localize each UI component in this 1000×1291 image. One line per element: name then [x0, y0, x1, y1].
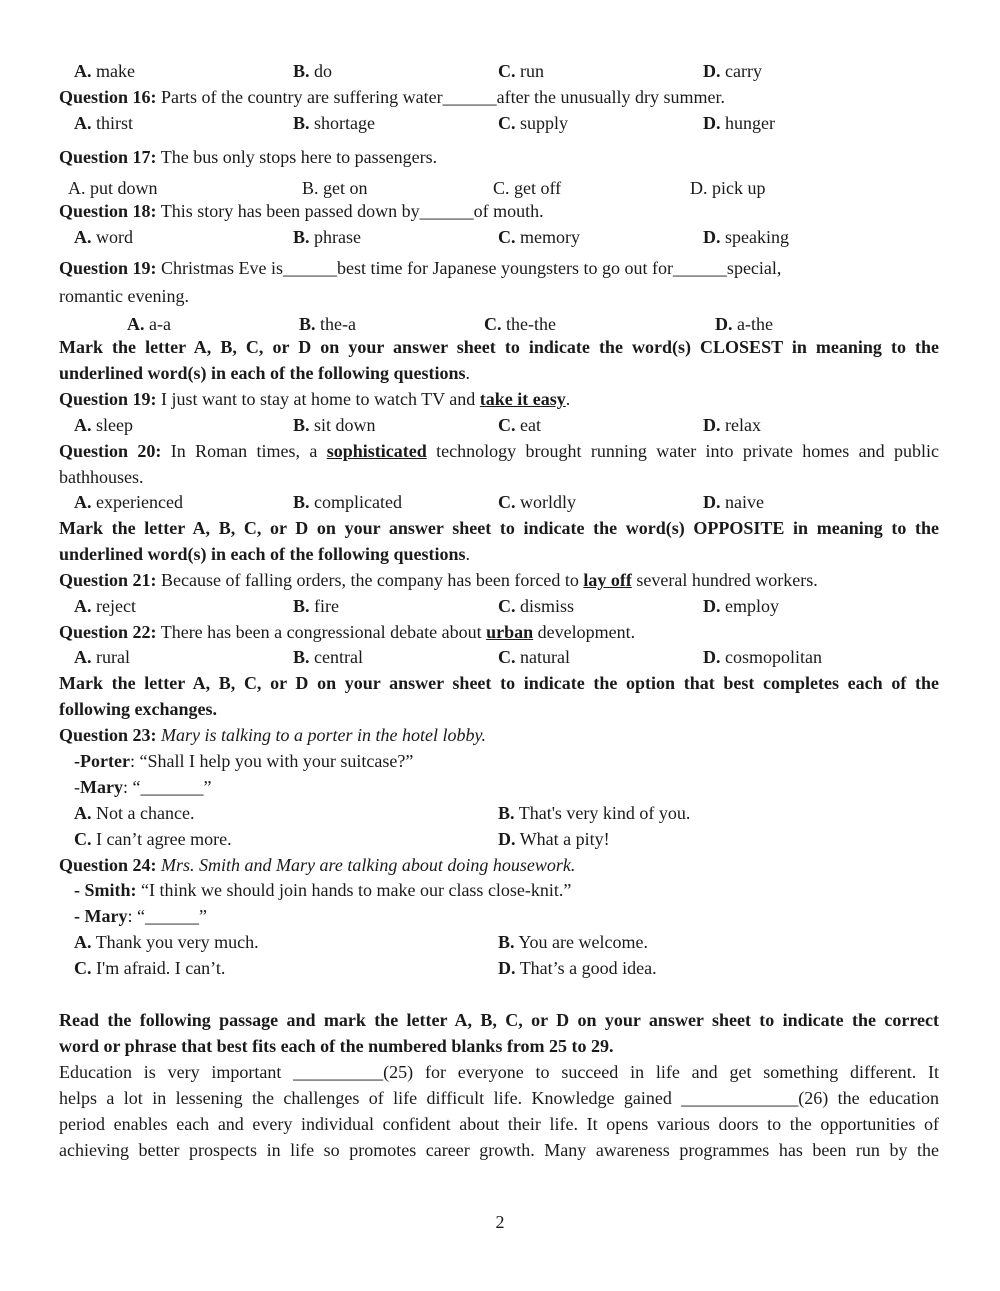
q20-option-b[interactable]: B. complicated	[293, 492, 402, 512]
q17-option-a[interactable]: A. put down	[68, 178, 158, 198]
underlined-phrase: take it easy	[479, 389, 566, 409]
q17-option-d[interactable]: D. pick up	[690, 178, 766, 198]
q19b-option-a[interactable]: A. sleep	[74, 415, 133, 435]
q22-option-a[interactable]: A. rural	[74, 647, 130, 667]
q21-option-b[interactable]: B. fire	[293, 596, 339, 616]
q24-option-c[interactable]: C. I'm afraid. I can’t.	[74, 958, 226, 978]
q22-option-b[interactable]: B. central	[293, 647, 363, 667]
passage-line-2: helps a lot in lessening the challenges of life difficult life. Knowledge gained _____________(26) the education	[59, 1088, 939, 1108]
section-closest-heading-cont: underlined word(s) in each of the following questions.	[59, 363, 471, 383]
section-opposite-heading-cont: underlined word(s) in each of the following questions.	[59, 544, 471, 564]
q24-option-d[interactable]: D. That’s a good idea.	[498, 958, 657, 978]
page-number: 2	[495, 1212, 505, 1232]
q24-smith-line: - Smith: “I think we should join hands to make our class close-knit.”	[74, 880, 572, 900]
q16-option-d[interactable]: D. hunger	[703, 113, 775, 133]
q17-option-b[interactable]: B. get on	[302, 178, 368, 198]
section-opposite-heading: Mark the letter A, B, C, or D on your answer sheet to indicate the word(s) OPPOSITE in meaning to the	[59, 518, 939, 538]
question-19-articles: Question 19: Christmas Eve is______best time for Japanese youngsters to go out for______special,	[59, 258, 782, 278]
q24-option-b[interactable]: B. You are welcome.	[498, 932, 648, 952]
q20-option-a[interactable]: A. experienced	[74, 492, 183, 512]
question-19-articles-cont: romantic evening.	[59, 286, 189, 306]
section-passage-heading-cont: word or phrase that best fits each of the numbered blanks from 25 to 29.	[59, 1036, 614, 1056]
section-closest-heading: Mark the letter A, B, C, or D on your answer sheet to indicate the word(s) CLOSEST in meaning to the	[59, 337, 939, 357]
q19a-option-c[interactable]: C. the-the	[484, 314, 556, 334]
q23-option-a[interactable]: A. Not a chance.	[74, 803, 195, 823]
q21-option-d[interactable]: D. employ	[703, 596, 779, 616]
underlined-word: sophisticated	[326, 441, 427, 461]
q15-option-d[interactable]: D. carry	[703, 61, 762, 81]
question-19-synonym: Question 19: I just want to stay at home to watch TV and take it easy.	[59, 389, 571, 409]
q19b-option-d[interactable]: D. relax	[703, 415, 761, 435]
q18-option-c[interactable]: C. memory	[498, 227, 580, 247]
question-21: Question 21: Because of falling orders, the company has been forced to lay off several hundred workers.	[59, 570, 818, 590]
q19a-option-b[interactable]: B. the-a	[299, 314, 356, 334]
passage-line-4: achieving better prospects in life so promotes career growth. Many awareness programmes has been run by the	[59, 1140, 939, 1160]
q18-option-a[interactable]: A. word	[74, 227, 133, 247]
q23-option-c[interactable]: C. I can’t agree more.	[74, 829, 232, 849]
q23-mary-line: -Mary: “_______”	[74, 777, 212, 797]
section-exchange-heading-cont: following exchanges.	[59, 699, 218, 719]
q24-mary-line: - Mary: “______”	[74, 906, 207, 926]
q19a-option-d[interactable]: D. a-the	[715, 314, 773, 334]
q19b-option-c[interactable]: C. eat	[498, 415, 541, 435]
q16-option-b[interactable]: B. shortage	[293, 113, 375, 133]
passage-line-3: period enables each and every individual confident about their life. It opens various doors to the opportunities of	[59, 1114, 939, 1134]
q23-option-d[interactable]: D. What a pity!	[498, 829, 610, 849]
question-20: Question 20: In Roman times, a sophisticated technology brought running water into private homes and public	[59, 441, 939, 461]
question-24: Question 24: Mrs. Smith and Mary are talking about doing housework.	[59, 855, 576, 875]
question-18: Question 18: This story has been passed down by______of mouth.	[59, 201, 544, 221]
q24-option-a[interactable]: A. Thank you very much.	[74, 932, 259, 952]
q20-option-d[interactable]: D. naive	[703, 492, 764, 512]
q15-option-c[interactable]: C. run	[498, 61, 544, 81]
q15-option-a[interactable]: A. make	[74, 61, 135, 81]
q17-option-c[interactable]: C. get off	[493, 178, 562, 198]
q19b-option-b[interactable]: B. sit down	[293, 415, 376, 435]
q23-porter-line: -Porter: “Shall I help you with your suitcase?”	[74, 751, 414, 771]
q22-option-c[interactable]: C. natural	[498, 647, 570, 667]
question-22: Question 22: There has been a congressional debate about urban development.	[59, 622, 636, 642]
q22-option-d[interactable]: D. cosmopolitan	[703, 647, 822, 667]
q21-option-c[interactable]: C. dismiss	[498, 596, 575, 616]
q18-option-b[interactable]: B. phrase	[293, 227, 361, 247]
q16-option-c[interactable]: C. supply	[498, 113, 569, 133]
question-23: Question 23: Mary is talking to a porter in the hotel lobby.	[59, 725, 486, 745]
question-16: Question 16: Parts of the country are suffering water______after the unusually dry summer.	[59, 87, 726, 107]
underlined-word: urban	[486, 622, 534, 642]
question-20-cont: bathhouses.	[59, 467, 144, 487]
section-exchange-heading: Mark the letter A, B, C, or D on your answer sheet to indicate the option that best completes each of the	[59, 673, 939, 693]
q18-option-d[interactable]: D. speaking	[703, 227, 789, 247]
q16-option-a[interactable]: A. thirst	[74, 113, 134, 133]
passage-line-1: Education is very important __________(25) for everyone to succeed in life and get something different. It	[59, 1062, 939, 1082]
q23-option-b[interactable]: B. That's very kind of you.	[498, 803, 691, 823]
question-17: Question 17: The bus only stops here to passengers.	[59, 147, 438, 167]
q15-option-b[interactable]: B. do	[293, 61, 333, 81]
q19a-option-a[interactable]: A. a-a	[127, 314, 171, 334]
underlined-phrase: lay off	[583, 570, 632, 590]
section-passage-heading: Read the following passage and mark the letter A, B, C, or D on your answer sheet to indicate the correct	[59, 1010, 939, 1030]
q21-option-a[interactable]: A. reject	[74, 596, 136, 616]
q20-option-c[interactable]: C. worldly	[498, 492, 576, 512]
